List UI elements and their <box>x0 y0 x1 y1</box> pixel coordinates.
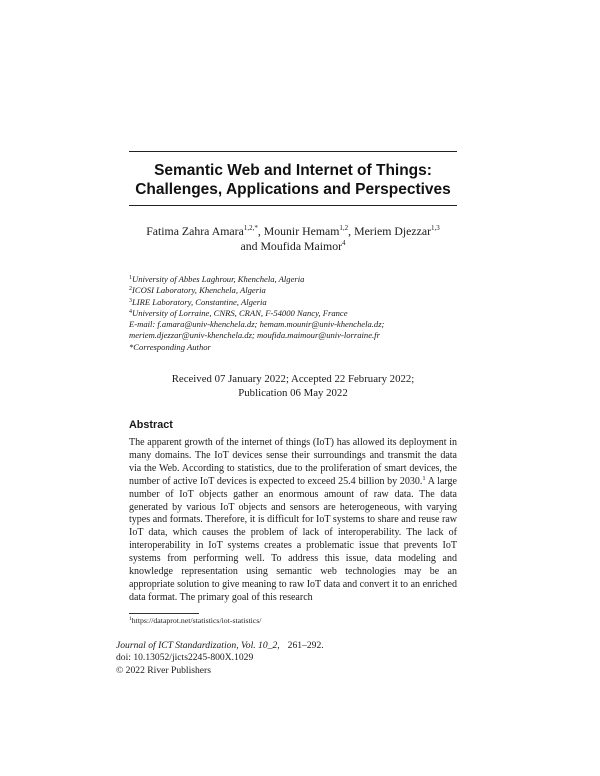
affiliation-item <box>129 297 457 308</box>
journal-citation <box>116 640 456 652</box>
affiliation-mark: 3 <box>129 297 132 304</box>
affiliation-mark: 4 <box>129 308 132 315</box>
journal-name: Journal of ICT Standardization, Vol. 10_2, <box>116 640 280 651</box>
publication-dates <box>129 372 457 400</box>
author-affiliation-mark: 1,3 <box>431 224 440 232</box>
copyright: © 2022 River Publishers <box>116 664 211 676</box>
footnote <box>129 616 457 626</box>
author-name: Fatima Zahra Amara <box>146 224 244 238</box>
footnote-link[interactable]: https://dataprot.net/statistics/iot-statistics/ <box>131 616 262 625</box>
author-name: Moufida Maimor <box>260 239 343 253</box>
affiliation-item <box>129 285 457 296</box>
journal-pages: 261–292. <box>287 640 324 651</box>
journal-info <box>116 640 456 677</box>
author-separator: , <box>257 224 264 238</box>
publication-line: Publication 06 May 2022 <box>238 387 348 399</box>
affiliation-mark: 2 <box>129 286 132 293</box>
title-line-2: Challenges, Applications and Perspectives <box>135 181 451 198</box>
email-line[interactable]: E-mail: f.amara@univ-khenchela.dz; hemam.mounir@univ-khenchela.dz; <box>129 319 385 330</box>
affiliations <box>129 274 457 353</box>
affiliation-item <box>129 308 457 319</box>
doi[interactable]: doi: 10.13052/jicts2245-800X.1029 <box>116 652 254 664</box>
title-bottom-rule <box>129 205 457 206</box>
title-top-rule <box>129 151 457 152</box>
author-separator: , <box>348 224 355 238</box>
affiliation-text: ICOSI Laboratory, Khenchela, Algeria <box>132 285 266 296</box>
author-line-2 <box>129 239 457 254</box>
affiliation-text: LIRE Laboratory, Constantine, Algeria <box>132 296 267 307</box>
author-line-1 <box>129 224 457 239</box>
corresponding-author-note: *Corresponding Author <box>129 341 211 352</box>
abstract-heading: Abstract <box>129 419 173 431</box>
affiliation-text: University of Lorraine, CNRS, CRAN, F-54000 Nancy, France <box>132 307 348 318</box>
footnote-rule <box>129 613 199 614</box>
abstract-text: The apparent growth of the internet of things (IoT) has allowed its deployment in many domains. The IoT devices sense their surroundings and transmit the data via the Web. According to statistics, due to the proliferation of smart devices, the number of active IoT devices is expected to exceed 25.4 billion by 2030. <box>129 437 457 487</box>
abstract-text: A large number of IoT objects gather an enormous amount of raw data. The data generated by various IoT objects and sensors are heterogeneous, with varying types and formats. Therefore, it is difficult for IoT systems to share and reuse raw IoT data, which causes the problem of lack of interoperability. The lack of interoperability in IoT systems creates a problematic issue that prevents IoT systems from performing well. To address this issue, data modeling and knowledge representation using semantic web technologies may be an appropriate solution to give meaning to raw IoT data and convert it to an enriched data format. The primary goal of this research <box>129 475 457 603</box>
author-name: Meriem Djezzar <box>354 224 432 238</box>
author-affiliation-mark: 1,2 <box>339 224 349 232</box>
author-name: Mounir Hemam <box>263 224 340 238</box>
footnote-reference[interactable]: 1 <box>422 474 426 482</box>
affiliation-mark: 1 <box>129 275 132 281</box>
author-affiliation-mark: 1,2,* <box>243 224 258 232</box>
received-accepted-line: Received 07 January 2022; Accepted 22 February 2022; <box>171 373 415 385</box>
abstract-body <box>129 437 457 605</box>
paper-title <box>129 161 457 199</box>
author-list <box>129 224 457 254</box>
author-conjunction: and <box>240 239 261 253</box>
affiliation-text: University of Abbes Laghrour, Khenchela, Algeria <box>132 274 305 284</box>
email-line[interactable]: meriem.djezzar@univ-khenchela.dz; moufida.maimour@univ-lorraine.fr <box>129 330 380 341</box>
affiliation-item <box>129 274 457 285</box>
author-affiliation-mark: 4 <box>342 239 346 247</box>
footnote-mark: 1 <box>129 616 132 622</box>
title-line-1: Semantic Web and Internet of Things: <box>154 162 432 179</box>
